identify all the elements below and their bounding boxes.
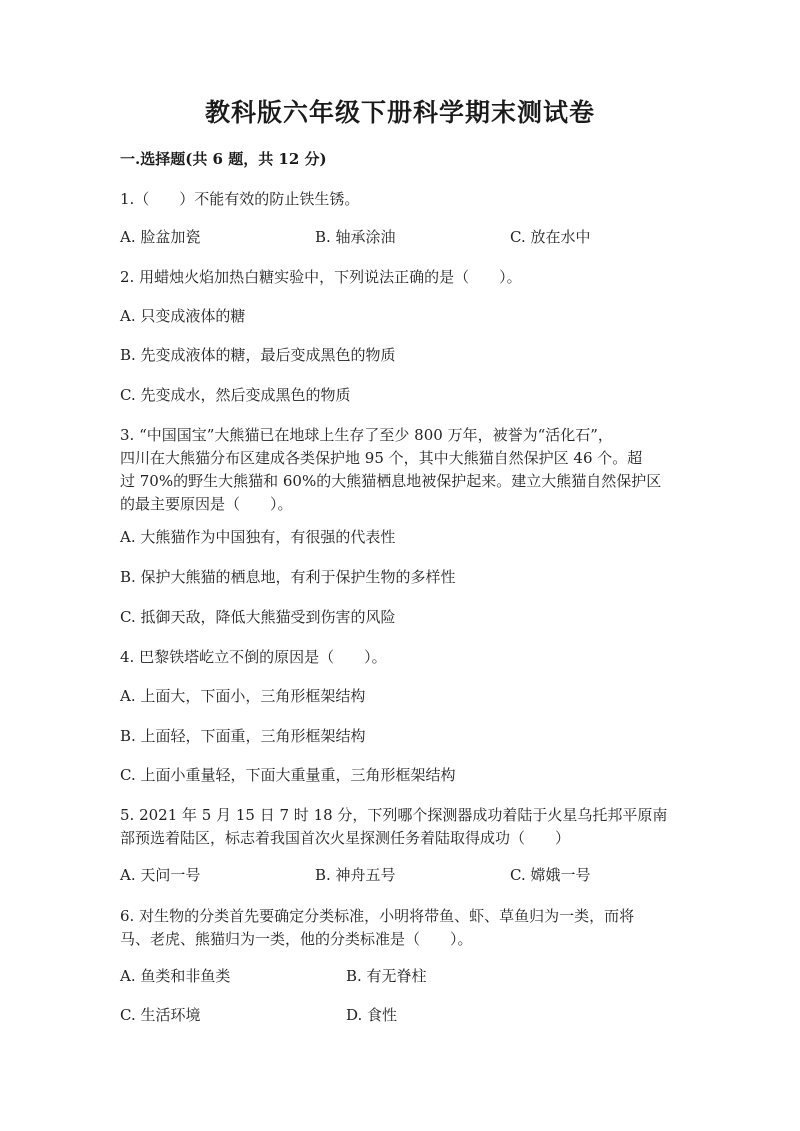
question-1-option-c[interactable]: C. 放在水中: [510, 228, 591, 246]
question-5-text-line-1: 5. 2021 年 5 月 15 日 7 时 18 分，下列哪个探测器成功着陆于火星乌托邦平原南: [120, 806, 668, 824]
question-1-option-a[interactable]: A. 脸盆加瓷: [120, 228, 201, 246]
question-6-text-line-1: 6. 对生物的分类首先要确定分类标准，小明将带鱼、虾、草鱼归为一类，而将: [120, 907, 635, 925]
question-6-option-d[interactable]: D. 食性: [346, 1006, 398, 1024]
question-5-option-c[interactable]: C. 嫦娥一号: [510, 866, 591, 884]
question-5-text-line-2: 部预选着陆区，标志着我国首次火星探测任务着陆取得成功（ ）: [120, 829, 571, 847]
question-1-option-b[interactable]: B. 轴承涂油: [315, 228, 396, 246]
question-6-text-line-2: 马、老虎、熊猫归为一类，他的分类标准是（ ）。: [120, 930, 473, 948]
question-4-option-b[interactable]: B. 上面轻，下面重，三角形框架结构: [120, 727, 366, 745]
question-2-text: 2. 用蜡烛火焰加热白糖实验中，下列说法正确的是（ ）。: [120, 268, 522, 286]
question-3-text-line-1: 3. “中国国宝”大熊猫已在地球上生存了至少 800 万年，被誉为“活化石”，: [120, 426, 613, 444]
question-2-option-c[interactable]: C. 先变成水，然后变成黑色的物质: [120, 386, 351, 404]
question-3-text-line-4: 的最主要原因是（ ）。: [120, 495, 293, 513]
question-5-option-b[interactable]: B. 神舟五号: [315, 866, 396, 884]
question-2-option-b[interactable]: B. 先变成液体的糖，最后变成黑色的物质: [120, 346, 396, 364]
question-3-text-line-3: 过 70%的野生大熊猫和 60%的大熊猫栖息地被保护起来。建立大熊猫自然保护区: [120, 472, 662, 490]
question-3-option-a[interactable]: A. 大熊猫作为中国独有，有很强的代表性: [120, 528, 396, 546]
question-3-option-b[interactable]: B. 保护大熊猫的栖息地，有利于保护生物的多样性: [120, 568, 456, 586]
question-1-text: 1.（ ）不能有效的防止铁生锈。: [120, 190, 360, 208]
page-title: 教科版六年级下册科学期末测试卷: [204, 98, 595, 127]
section-heading: 一.选择题(共 6 题，共 12 分): [120, 150, 327, 168]
question-6-option-b[interactable]: B. 有无脊柱: [346, 967, 427, 985]
question-4-option-a[interactable]: A. 上面大，下面小，三角形框架结构: [120, 687, 366, 705]
question-3-text-line-2: 四川在大熊猫分布区建成各类保护地 95 个，其中大熊猫自然保护区 46 个。超: [120, 449, 643, 467]
question-4-text: 4. 巴黎铁塔屹立不倒的原因是（ ）。: [120, 648, 387, 666]
question-6-option-a[interactable]: A. 鱼类和非鱼类: [120, 967, 231, 985]
question-4-option-c[interactable]: C. 上面小重量轻，下面大重量重，三角形框架结构: [120, 766, 456, 784]
question-2-option-a[interactable]: A. 只变成液体的糖: [120, 307, 246, 325]
question-6-option-c[interactable]: C. 生活环境: [120, 1006, 201, 1024]
question-3-option-c[interactable]: C. 抵御天敌，降低大熊猫受到伤害的风险: [120, 608, 396, 626]
question-5-option-a[interactable]: A. 天问一号: [120, 866, 201, 884]
